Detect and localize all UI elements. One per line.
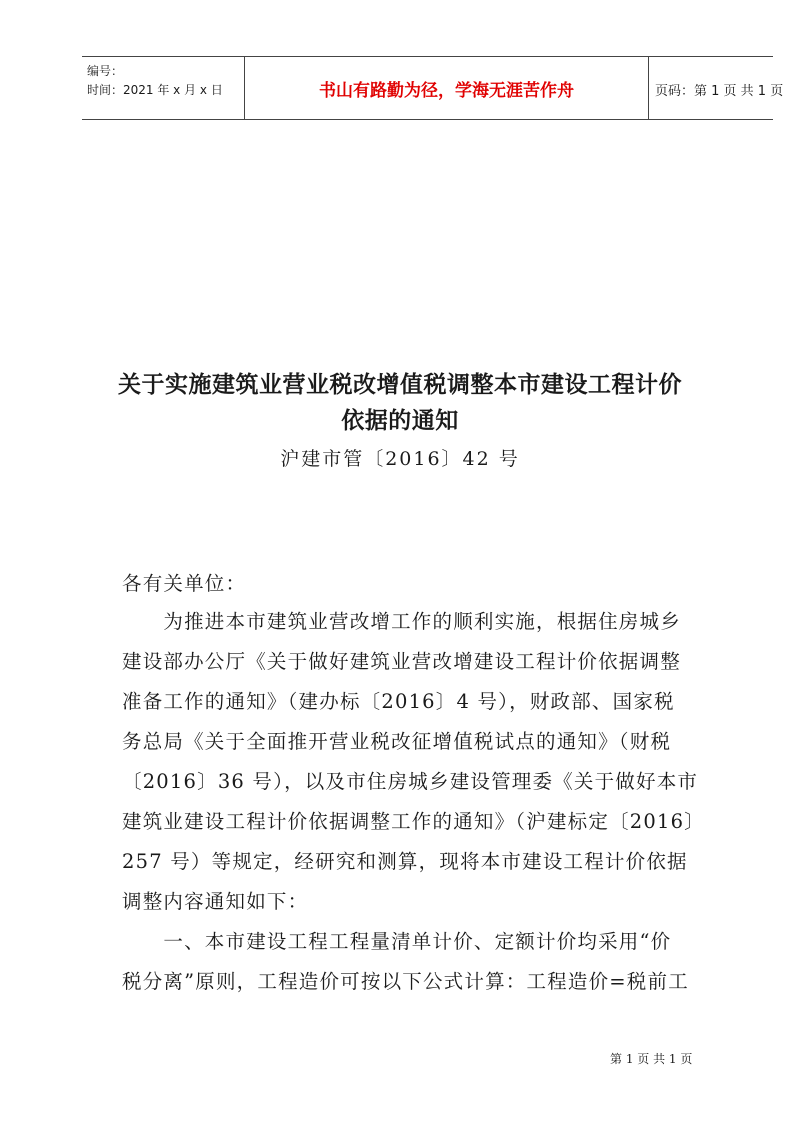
header-page-cell (649, 57, 784, 119)
header-page-number: 页码：第 1 页 共 1 页 (655, 84, 784, 99)
body-line: 税分离”原则，工程造价可按以下公式计算：工程造价=税前工 (122, 970, 689, 993)
document-date: 时间：2021 年 x 月 x 日 (87, 83, 223, 97)
body-line: 一、本市建设工程工程量清单计价、定额计价均采用“价 (122, 930, 672, 953)
body-line: 调整内容通知如下： (122, 890, 309, 913)
body-line: 建设部办公厅《关于做好建筑业营改增建设工程计价依据调整 (122, 650, 681, 673)
body-line: 务总局《关于全面推开营业税改征增值税试点的通知》（财税 (122, 730, 672, 753)
body-line: 257 号）等规定，经研究和测算，现将本市建设工程计价依据 (122, 850, 688, 873)
body-line: 准备工作的通知》（建办标〔2016〕4 号），财政部、国家税 (122, 690, 675, 713)
document-title-line-1: 关于实施建筑业营业税改增值税调整本市建设工程计价 (118, 371, 682, 398)
body-line: 为推进本市建筑业营改增工作的顺利实施，根据住房城乡 (122, 610, 681, 633)
document-title-line-2: 依据的通知 (341, 407, 459, 434)
header-motto: 书山有路勤为径，学海无涯苦作舟 (319, 81, 574, 101)
page-header (82, 56, 784, 120)
footer-page-number: 第 1 页 共 1 页 (610, 1052, 693, 1066)
body-line: 建筑业建设工程计价依据调整工作的通知》（沪建标定〔2016〕 (122, 810, 705, 833)
body-line: 〔2016〕36 号），以及市住房城乡建设管理委《关于做好本市 (122, 770, 699, 793)
document-number: 沪建市管〔2016〕42 号 (280, 448, 520, 470)
salutation: 各有关单位： (122, 572, 247, 595)
header-motto-cell (245, 57, 649, 119)
document-number-label: 编号： (87, 64, 124, 78)
header-meta-cell (82, 57, 245, 119)
